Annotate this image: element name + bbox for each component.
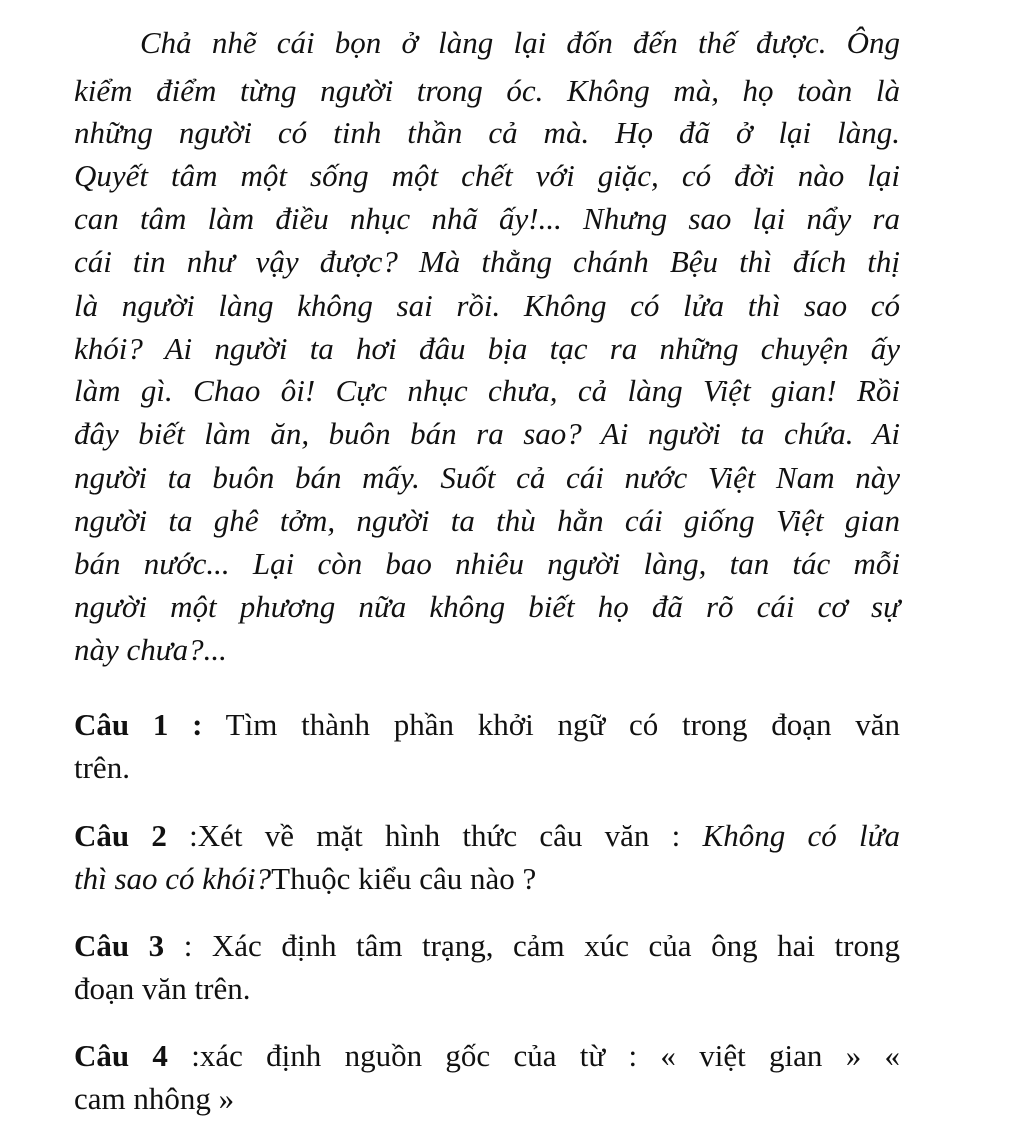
- passage-line: này chưa?...: [74, 632, 227, 667]
- question-line: [74, 857, 900, 901]
- passage-line: người ta buôn bán mấy. Suốt cả cái nước Việt Nam này: [74, 460, 900, 495]
- passage-line: can tâm làm điều nhục nhã ấy!... Nhưng sao lại nẩy ra: [74, 201, 900, 236]
- question-line: trên.: [74, 750, 130, 785]
- question-line: [74, 1034, 900, 1078]
- passage-line: người ta ghê tởm, người ta thù hằn cái giống Việt gian: [74, 503, 900, 538]
- quoted-sentence: Không có lửa: [702, 818, 900, 853]
- question-label: Câu 4: [74, 1038, 168, 1073]
- passage-line: những người có tinh thần cả mà. Họ đã ở lại làng.: [74, 115, 900, 150]
- question-line: đoạn văn trên.: [74, 971, 251, 1006]
- question-text: Thuộc kiểu câu nào ?: [271, 861, 537, 896]
- question-text: :xác định nguồn gốc của từ : « việt gian » «: [167, 1038, 900, 1073]
- question-line: [74, 703, 900, 747]
- passage-line: làm gì. Chao ôi! Cực nhục chưa, cả làng Việt gian! Rồi: [74, 373, 900, 408]
- question-text: :Xét về mặt hình thức câu văn :: [166, 818, 703, 853]
- passage-line: bán nước... Lại còn bao nhiêu người làng, tan tác mỗi: [74, 546, 900, 581]
- question-line: cam nhông »: [74, 1081, 235, 1116]
- passage-line: là người làng không sai rồi. Không có lửa thì sao có: [74, 288, 900, 323]
- passage-line: đây biết làm ăn, buôn bán ra sao? Ai người ta chứa. Ai: [74, 416, 900, 451]
- passage-line: người một phương nữa không biết họ đã rõ cái cơ sự: [74, 589, 900, 624]
- passage-line: cái tin như vậy được? Mà thằng chánh Bệu thì đích thị: [74, 244, 900, 279]
- passage-line: Quyết tâm một sống một chết với giặc, có đời nào lại: [74, 158, 900, 193]
- quoted-sentence: thì sao có khói?: [74, 861, 272, 896]
- question-line: [74, 814, 900, 858]
- question-text: Tìm thành phần khởi ngữ có trong đoạn văn: [202, 707, 900, 742]
- passage-line: khói? Ai người ta hơi đâu bịa tạc ra những chuyện ấy: [74, 331, 900, 366]
- question-label: Câu 3: [74, 928, 165, 963]
- question-line: [74, 924, 900, 968]
- passage-line: kiểm điểm từng người trong óc. Không mà, họ toàn là: [74, 73, 900, 108]
- passage-line: Chả nhẽ cái bọn ở làng lại đốn đến thế được. Ông: [140, 25, 900, 60]
- question-label: Câu 1 :: [74, 707, 203, 742]
- question-text: : Xác định tâm trạng, cảm xúc của ông hai trong: [164, 928, 900, 963]
- question-label: Câu 2: [74, 818, 167, 853]
